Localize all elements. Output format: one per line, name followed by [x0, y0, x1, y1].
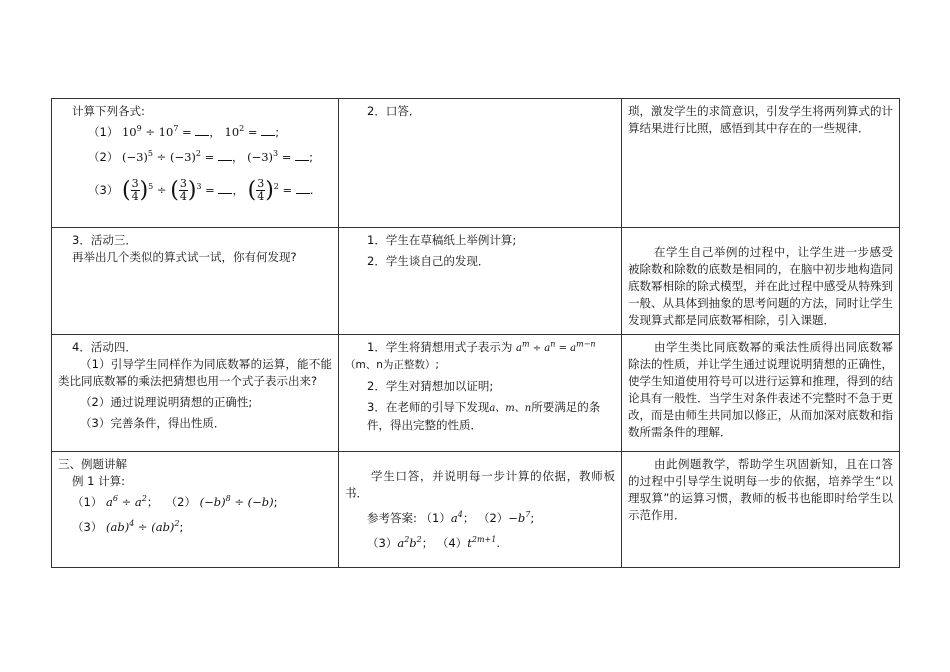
student-step-1: 1．学生在草稿纸上举例计算;	[367, 233, 517, 247]
oral-answer: 2．口答．	[367, 104, 421, 118]
activity-cell	[52, 452, 339, 568]
student-activity-cell	[339, 228, 622, 335]
student-activity-cell	[339, 452, 622, 568]
example-title: 例 1 计算:	[72, 474, 126, 488]
table-row	[52, 335, 900, 452]
student-step-3: 3．在老师的引导下发现a、m、n所要满足的条件，得出完整的性质．	[367, 400, 601, 432]
example-item-3: （3） (ab)$^4$ ÷ (ab)$^2$;	[72, 519, 184, 534]
table-row	[52, 99, 900, 228]
design-intent-cell	[622, 452, 900, 568]
design-intent-text: 在学生自己举例的过程中，让学生进一步感受被除数和除数的底数是相同的，在脑中初步地构造同底数幂相除的除式模型，并在此过程中感受从特殊到一般、从具体到抽象的思考问题的方法，同时让学生发现算式都是同底数幂相除，引入课题．	[628, 245, 893, 327]
activity-cell	[52, 228, 339, 335]
student-step-2: 2．学生谈自己的发现．	[367, 254, 490, 268]
table-row	[52, 228, 900, 335]
activity-cell	[52, 335, 339, 452]
example-items-1-2: （1） $a^6 \div a^2$； （2） $(-b)^8 \div (-b)$;	[72, 494, 278, 509]
activity-text: 再举出几个类似的算式试一试，你有何发现?	[72, 250, 297, 264]
activity-step-2: （2）通过说理说明猜想的正确性;	[80, 395, 253, 409]
exercise-item-1: （1） $10^9 \div 10^7$ = ， $10^2$ = ;	[88, 124, 280, 139]
student-activity-cell	[339, 99, 622, 228]
activity-title: 3．活动三．	[72, 233, 137, 247]
activity-cell	[52, 99, 339, 228]
design-intent-cell	[622, 99, 900, 228]
student-step-1-condition: （m、n为正整数）;	[345, 359, 439, 371]
student-activity-cell	[339, 335, 622, 452]
design-intent-text: 由此例题教学，帮助学生巩固新知，且在口答的过程中引导学生说明每一步的依据，培养学生“以理驭算”的运算习惯，教师的板书也能即时给学生以示范作用．	[628, 457, 893, 522]
activity-step-1: （1）引导学生同样作为同底数幂的运算，能不能类比同底数幂的乘法把猜想也用一个式子表示出来?	[58, 357, 332, 388]
reference-answers-3-4: $(3)a^2b^2$； $(4)t^{2m+1}$.	[367, 535, 500, 550]
design-intent-cell	[622, 228, 900, 335]
exercise-item-3: （3） ( $\frac{3}{4}$ )$^5$ ÷ ( $\frac{3}{4}$ )$^3$ = ， ( $\frac{3}{4}$ )$^2$ = .	[88, 177, 314, 203]
design-intent-text: 由学生类比同底数幂的乘法性质得出同底数幂除法的性质，并让学生通过说理说明猜想的正确性，使学生知道使用符号可以进行运算和推理，得到的结论具有一般性．当学生对条件表述不完整时不急于更改，而是由师生共同加以修正，从而加深对底数和指数所需条件的理解．	[628, 340, 893, 439]
design-intent-cell	[622, 335, 900, 452]
exercise-intro: 计算下列各式:	[72, 104, 145, 118]
student-response: 学生口答，并说明每一步计算的依据，教师板书．	[345, 469, 615, 500]
activity-step-3: （3）完善条件，得出性质．	[80, 416, 226, 430]
student-step-1: 1．学生将猜想用式子表示为 $a^m \div a^n = a^{m-n}$	[367, 339, 596, 354]
student-step-2: 2．学生对猜想加以证明;	[367, 379, 494, 393]
exercise-item-2: （2） $(-3)^5 \div (-3)^2$ = ， $(-3)^3$ = ;	[88, 149, 313, 164]
section-title: 三、例题讲解	[58, 457, 127, 471]
lesson-plan-table	[51, 98, 900, 568]
design-intent-text: 琐，激发学生的求简意识，引发学生将两列算式的计算结果进行比照，感悟到其中存在的一些规律．	[628, 104, 893, 135]
table-row	[52, 452, 900, 568]
reference-answers-1-2: 参考答案: $(1)a^4$； $(2)-b^7$;	[367, 510, 535, 525]
activity-title: 4．活动四．	[72, 340, 137, 354]
